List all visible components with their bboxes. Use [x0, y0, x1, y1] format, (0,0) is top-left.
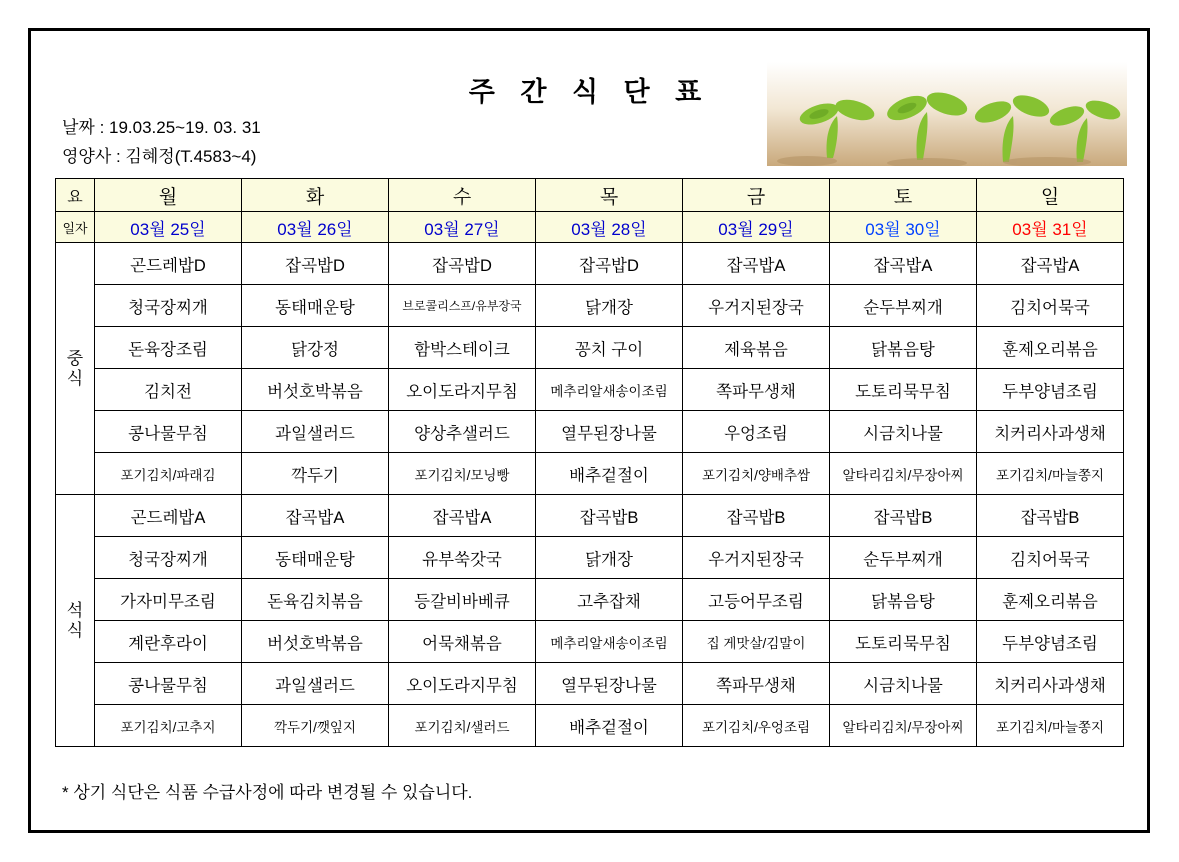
- footnote-text: * 상기 식단은 식품 수급사정에 따라 변경될 수 있습니다.: [62, 783, 473, 802]
- sprout-decoration-image: [767, 62, 1127, 166]
- menu-cell: 시금치나물: [830, 663, 977, 705]
- menu-cell: 포기김치/고추지: [95, 705, 242, 747]
- dinner-row-1: [56, 495, 1124, 537]
- menu-cell: 배추겉절이: [536, 453, 683, 495]
- menu-cell: 유부쑥갓국: [389, 537, 536, 579]
- menu-cell: 과일샐러드: [242, 663, 389, 705]
- day-header-sat: 토: [830, 179, 977, 212]
- menu-cell: 알타리김치/무장아찌: [830, 453, 977, 495]
- lunch-row-5: [56, 411, 1124, 453]
- menu-cell: 어묵채볶음: [389, 621, 536, 663]
- menu-cell: 잡곡밥B: [830, 495, 977, 537]
- day-header-row: [56, 179, 1124, 212]
- menu-cell: 포기김치/마늘쫑지: [977, 705, 1124, 747]
- date-sat: 03월 30일: [830, 212, 977, 243]
- header-corner-date: 일자: [56, 212, 95, 243]
- menu-cell: 잡곡밥B: [977, 495, 1124, 537]
- date-tue: 03월 26일: [242, 212, 389, 243]
- day-header-tue: 화: [242, 179, 389, 212]
- menu-cell: 곤드레밥D: [95, 243, 242, 285]
- menu-cell: 훈제오리볶음: [977, 327, 1124, 369]
- weekly-menu-table: [55, 178, 1124, 747]
- day-header-sun: 일: [977, 179, 1124, 212]
- menu-cell: 포기김치/모닝빵: [389, 453, 536, 495]
- menu-cell: 우거지된장국: [683, 285, 830, 327]
- lunch-row-4: [56, 369, 1124, 411]
- menu-cell: 버섯호박볶음: [242, 369, 389, 411]
- document-meta: [62, 113, 261, 171]
- menu-cell: 동태매운탕: [242, 537, 389, 579]
- menu-cell: 계란후라이: [95, 621, 242, 663]
- menu-cell: 포기김치/파래김: [95, 453, 242, 495]
- menu-cell: 브로콜리스프/유부장국: [389, 285, 536, 327]
- date-mon: 03월 25일: [95, 212, 242, 243]
- menu-cell: 우거지된장국: [683, 537, 830, 579]
- menu-cell: 김치전: [95, 369, 242, 411]
- menu-cell: 잡곡밥A: [683, 243, 830, 285]
- menu-cell: 제육볶음: [683, 327, 830, 369]
- menu-cell: 열무된장나물: [536, 411, 683, 453]
- menu-cell: 잡곡밥B: [536, 495, 683, 537]
- menu-cell: 콩나물무침: [95, 411, 242, 453]
- menu-cell: 포기김치/샐러드: [389, 705, 536, 747]
- menu-cell: 등갈비바베큐: [389, 579, 536, 621]
- menu-cell: 순두부찌개: [830, 285, 977, 327]
- nutritionist-label: 영양사 : 김혜정(T.4583~4): [62, 147, 257, 166]
- day-header-mon: 월: [95, 179, 242, 212]
- menu-cell: 오이도라지무침: [389, 663, 536, 705]
- menu-cell: 깍두기: [242, 453, 389, 495]
- menu-cell: 닭볶음탕: [830, 327, 977, 369]
- menu-cell: 닭볶음탕: [830, 579, 977, 621]
- menu-cell: 곤드레밥A: [95, 495, 242, 537]
- menu-cell: 김치어묵국: [977, 537, 1124, 579]
- lunch-row-6: [56, 453, 1124, 495]
- menu-cell: 과일샐러드: [242, 411, 389, 453]
- date-sun: 03월 31일: [977, 212, 1124, 243]
- menu-cell: 잡곡밥D: [389, 243, 536, 285]
- menu-cell: 청국장찌개: [95, 285, 242, 327]
- menu-cell: 도토리묵무침: [830, 369, 977, 411]
- date-fri: 03월 29일: [683, 212, 830, 243]
- menu-cell: 닭개장: [536, 537, 683, 579]
- menu-cell: 가자미무조림: [95, 579, 242, 621]
- menu-cell: 양상추샐러드: [389, 411, 536, 453]
- header-corner-day: 요: [56, 179, 95, 212]
- menu-cell: 알타리김치/무장아찌: [830, 705, 977, 747]
- menu-cell: 버섯호박볶음: [242, 621, 389, 663]
- menu-cell: 잡곡밥A: [242, 495, 389, 537]
- menu-cell: 오이도라지무침: [389, 369, 536, 411]
- page-title: 주 간 식 단 표: [468, 77, 711, 107]
- menu-cell: 잡곡밥A: [830, 243, 977, 285]
- menu-cell: 닭강정: [242, 327, 389, 369]
- menu-cell: 잡곡밥B: [683, 495, 830, 537]
- menu-cell: 닭개장: [536, 285, 683, 327]
- menu-cell: 잡곡밥A: [389, 495, 536, 537]
- date-wed: 03월 27일: [389, 212, 536, 243]
- meal-label-lunch: 중 식: [56, 243, 95, 495]
- menu-cell: 두부양념조림: [977, 369, 1124, 411]
- dinner-row-2: [56, 537, 1124, 579]
- menu-cell: 메추리알새송이조림: [536, 621, 683, 663]
- lunch-row-3: [56, 327, 1124, 369]
- date-header-row: [56, 212, 1124, 243]
- menu-cell: 시금치나물: [830, 411, 977, 453]
- dinner-row-5: [56, 663, 1124, 705]
- menu-cell: 도토리묵무침: [830, 621, 977, 663]
- lunch-row-2: [56, 285, 1124, 327]
- menu-cell: 배추겉절이: [536, 705, 683, 747]
- menu-cell: 집 게맛살/김말이: [683, 621, 830, 663]
- menu-cell: 치커리사과생채: [977, 411, 1124, 453]
- lunch-row-1: [56, 243, 1124, 285]
- dinner-row-4: [56, 621, 1124, 663]
- menu-cell: 돈육김치볶음: [242, 579, 389, 621]
- dinner-row-6: [56, 705, 1124, 747]
- menu-cell: 순두부찌개: [830, 537, 977, 579]
- menu-cell: 김치어묵국: [977, 285, 1124, 327]
- menu-cell: 함박스테이크: [389, 327, 536, 369]
- menu-cell: 고등어무조림: [683, 579, 830, 621]
- menu-cell: 고추잡채: [536, 579, 683, 621]
- menu-cell: 우엉조림: [683, 411, 830, 453]
- menu-cell: 깍두기/깻잎지: [242, 705, 389, 747]
- menu-cell: 치커리사과생채: [977, 663, 1124, 705]
- menu-cell: 잡곡밥D: [536, 243, 683, 285]
- menu-cell: 잡곡밥D: [242, 243, 389, 285]
- day-header-thu: 목: [536, 179, 683, 212]
- menu-cell: 청국장찌개: [95, 537, 242, 579]
- meal-label-dinner: 석 식: [56, 495, 95, 747]
- dinner-row-3: [56, 579, 1124, 621]
- day-header-wed: 수: [389, 179, 536, 212]
- menu-cell: 훈제오리볶음: [977, 579, 1124, 621]
- day-header-fri: 금: [683, 179, 830, 212]
- menu-cell: 포기김치/마늘쫑지: [977, 453, 1124, 495]
- date-thu: 03월 28일: [536, 212, 683, 243]
- menu-cell: 동태매운탕: [242, 285, 389, 327]
- menu-cell: 두부양념조림: [977, 621, 1124, 663]
- menu-cell: 포기김치/양배추쌈: [683, 453, 830, 495]
- menu-cell: 잡곡밥A: [977, 243, 1124, 285]
- menu-cell: 꽁치 구이: [536, 327, 683, 369]
- menu-cell: 돈육장조림: [95, 327, 242, 369]
- menu-cell: 열무된장나물: [536, 663, 683, 705]
- menu-cell: 콩나물무침: [95, 663, 242, 705]
- menu-cell: 쪽파무생채: [683, 663, 830, 705]
- menu-cell: 쪽파무생채: [683, 369, 830, 411]
- date-range-label: 날짜 : 19.03.25~19. 03. 31: [62, 118, 261, 137]
- menu-cell: 포기김치/우엉조림: [683, 705, 830, 747]
- menu-cell: 메추리알새송이조림: [536, 369, 683, 411]
